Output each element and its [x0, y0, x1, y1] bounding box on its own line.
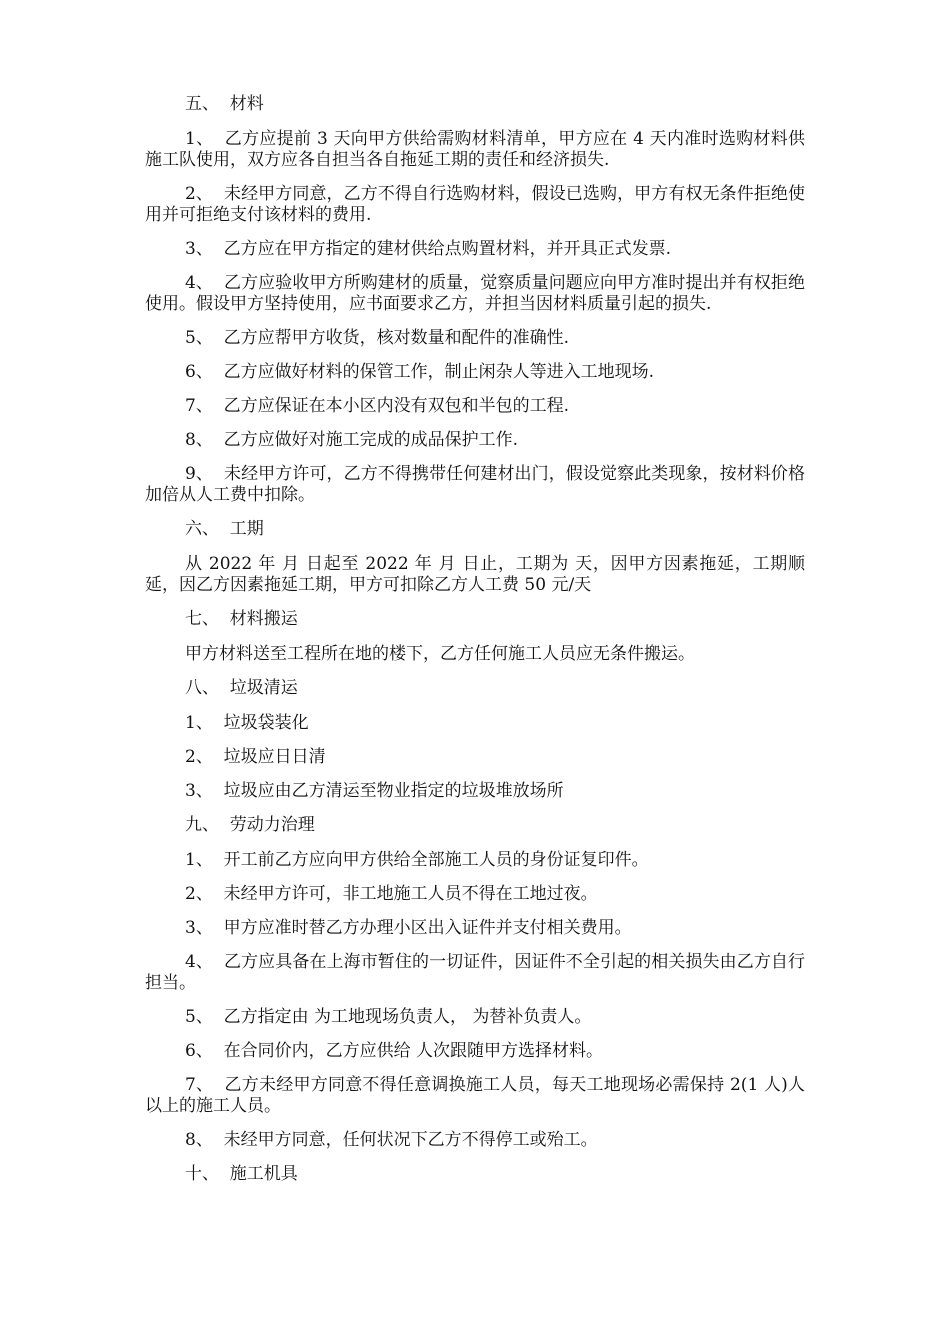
document-body [145, 94, 805, 1199]
paragraph: 3、 垃圾应由乙方清运至物业指定的垃圾堆放场所 [185, 781, 564, 801]
paragraph: 7、 乙方应保证在本小区内没有双包和半包的工程. [185, 396, 570, 416]
paragraph: 1、 乙方应提前 3 天向甲方供给需购材料清单，甲方应在 4 天内准时选购材料供施工队使用，双方应各自担当各自拖延工期的责任和经济损失. [145, 129, 805, 170]
paragraph: 3、 甲方应准时替乙方办理小区出入证件并支付相关费用。 [185, 918, 632, 938]
paragraph: 5、 乙方指定由 为工地现场负责人， 为替补负责人。 [185, 1007, 592, 1027]
paragraph: 从 2022 年 月 日起至 2022 年 月 日止，工期为 天，因甲方因素拖延，工期顺延，因乙方因素拖延工期，甲方可扣除乙方人工费 50 元/天 [145, 554, 805, 595]
paragraph: 1、 开工前乙方应向甲方供给全部施工人员的身份证复印件。 [185, 850, 649, 870]
section-heading: 六、 工期 [185, 519, 264, 539]
paragraph: 2、 未经甲方许可，非工地施工人员不得在工地过夜。 [185, 884, 598, 904]
paragraph: 3、 乙方应在甲方指定的建材供给点购置材料，并开具正式发票. [185, 239, 672, 259]
paragraph: 2、 垃圾应日日清 [185, 747, 326, 767]
paragraph: 甲方材料送至工程所在地的楼下，乙方任何施工人员应无条件搬运。 [185, 644, 695, 664]
paragraph: 8、 未经甲方同意，任何状况下乙方不得停工或殆工。 [185, 1130, 598, 1150]
paragraph: 4、 乙方应验收甲方所购建材的质量，觉察质量问题应向甲方准时提出并有权拒绝使用。假设甲方坚持使用，应书面要求乙方，并担当因材料质量引起的损失. [145, 273, 805, 314]
paragraph: 2、 未经甲方同意，乙方不得自行选购材料，假设已选购，甲方有权无条件拒绝使用并可拒绝支付该材料的费用. [145, 184, 805, 225]
paragraph: 7、 乙方未经甲方同意不得任意调换施工人员，每天工地现场必需保持 2(1 人)人以上的施工人员。 [145, 1075, 805, 1116]
paragraph: 5、 乙方应帮甲方收货，核对数量和配件的准确性. [185, 328, 570, 348]
paragraph: 1、 垃圾袋装化 [185, 713, 309, 733]
section-heading: 十、 施工机具 [185, 1164, 298, 1184]
section-heading: 五、 材料 [185, 94, 264, 114]
paragraph: 6、 在合同价内，乙方应供给 人次跟随甲方选择材料。 [185, 1041, 604, 1061]
paragraph: 6、 乙方应做好材料的保管工作，制止闲杂人等进入工地现场. [185, 362, 655, 382]
section-heading: 七、 材料搬运 [185, 609, 298, 629]
paragraph: 9、 未经甲方许可，乙方不得携带任何建材出门，假设觉察此类现象，按材料价格加倍从人工费中扣除。 [145, 464, 805, 505]
section-heading: 九、 劳动力治理 [185, 815, 315, 835]
paragraph: 8、 乙方应做好对施工完成的成品保护工作. [185, 430, 519, 450]
paragraph: 4、 乙方应具备在上海市暂住的一切证件，因证件不全引起的相关损失由乙方自行担当。 [145, 952, 805, 993]
section-heading: 八、 垃圾清运 [185, 678, 298, 698]
